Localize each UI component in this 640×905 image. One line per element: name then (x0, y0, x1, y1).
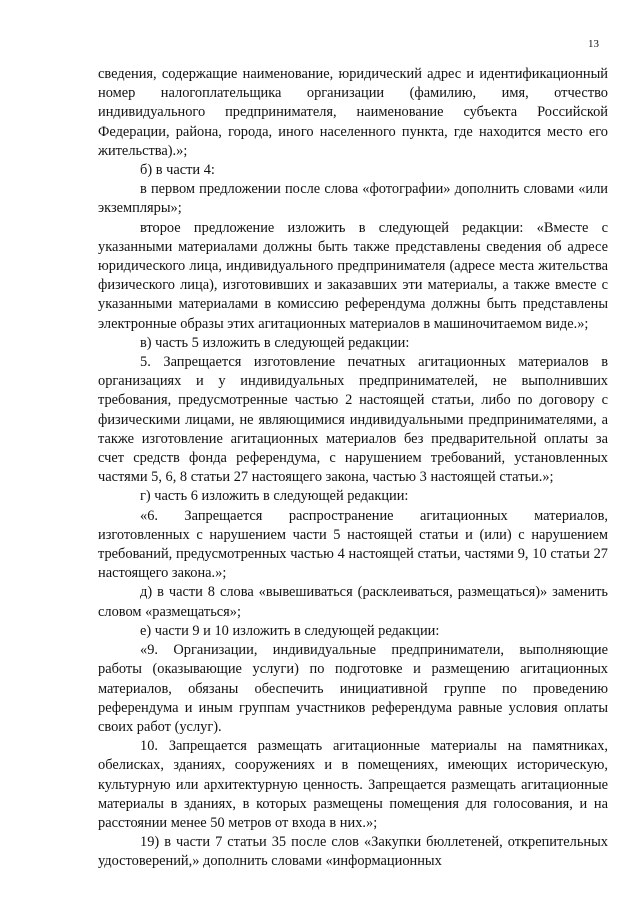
paragraph: 10. Запрещается размещать агитационные материалы на памятниках, обелисках, зданиях, сооружениях и в помещениях, имеющих историческую, культурную или архитектурную ценность. Запрещается размещать агитационные материалы в зданиях, в которых размещены помещения для голосования, и на расстоянии менее 50 метров от входа в них.»; (98, 738, 608, 831)
paragraph: в первом предложении после слова «фотографии» дополнить словами «или экземпляры»; (98, 181, 608, 217)
paragraph: б) в части 4: (140, 162, 215, 179)
paragraph: 5. Запрещается изготовление печатных агитационных материалов в организациях и у индивидуальных предпринимателей, не выполнивших требования, предусмотренные частью 2 настоящей статьи, либо по договору с физическими лицами, не являющимися индивидуальными предпринимателями, а также изготовление агитационных материалов без предварительной оплаты за счет средств фонда референдума, с нарушением требований, установленных частями 5, 6, 8 статьи 27 настоящего закона, частью 3 настоящей статьи.»; (98, 354, 608, 486)
paragraph: е) части 9 и 10 изложить в следующей редакции: (140, 622, 440, 639)
paragraph: в) часть 5 изложить в следующей редакции: (140, 334, 410, 351)
paragraph: второе предложение изложить в следующей редакции: «Вместе с указанными материалами должны быть также представлены сведения об адресе юридического лица, индивидуального предпринимателя (адресе места жительства физического лица), изготовивших и заказавших эти материалы, а также вместе с указанными материалами в комиссию референдума должны быть представлены электронные образы этих агитационных материалов в машиночитаемом виде.»; (98, 219, 608, 332)
paragraph: д) в части 8 слова «вывешиваться (расклеиваться, размещаться)» заменить словом «размещаться»; (98, 584, 608, 620)
document-body (98, 65, 608, 872)
paragraph: г) часть 6 изложить в следующей редакции: (140, 488, 409, 505)
paragraph: «9. Организации, индивидуальные предприниматели, выполняющие работы (оказывающие услуги) по подготовке и размещению агитационных материалов, обязаны обеспечить инициативной группе по проведению референдума и иным группам участников референдума равные условия оплаты своих работ (услуг). (98, 642, 608, 735)
paragraph: сведения, содержащие наименование, юридический адрес и идентификационный номер налогоплательщика организации (фамилию, имя, отчество индивидуального предпринимателя, наименование субъекта Российской Федерации, района, города, иного населенного пункта, где находится место его жительства).»; (98, 66, 608, 159)
paragraph: «6. Запрещается распространение агитационных материалов, изготовленных с нарушением части 5 настоящей статьи и (или) с нарушением требований, предусмотренных частью 4 настоящей статьи, частями 9, 10 статьи 27 настоящего закона.»; (98, 507, 608, 582)
page-number: 13 (588, 38, 599, 50)
paragraph: 19) в части 7 статьи 35 после слов «Закупки бюллетеней, открепительных удостоверений,» дополнить словами «информационных (98, 834, 608, 870)
